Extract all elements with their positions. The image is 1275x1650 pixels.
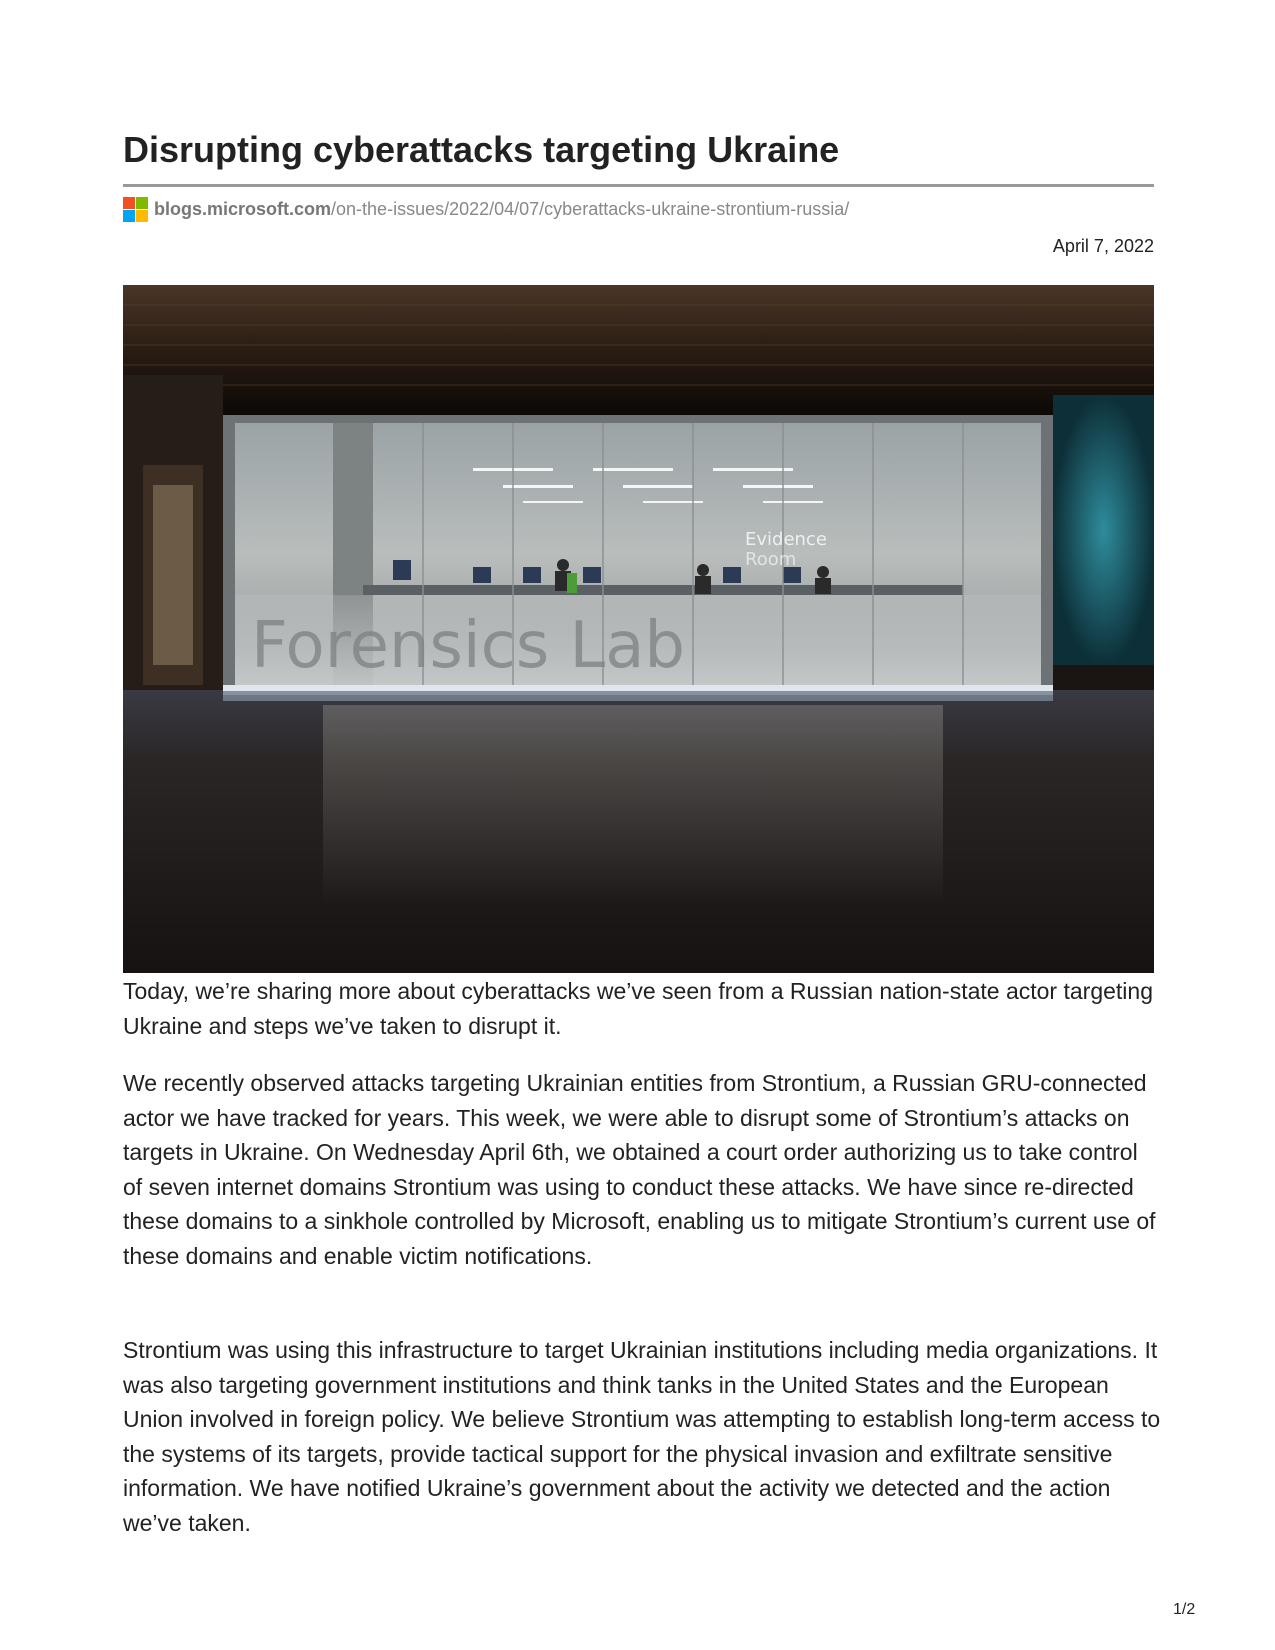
publish-date: April 7, 2022 <box>1052 236 1154 256</box>
paragraph-3: Strontium was using this infrastructure to target Ukrainian institutions including media organizations. It was also targeting government institutions and think tanks in the United States and the European Union involved in foreign policy. We believe Strontium was attempting to establish long-term access to the systems of its targets, provide tactical support for the physical invasion and exfiltrate sensitive information. We have notified Ukraine’s government about the activity we detected and the action we’ve taken. <box>123 1337 1161 1536</box>
paragraph-2: We recently observed attacks targeting Ukrainian entities from Strontium, a Russian GRU-connected actor we have tracked for years. This week, we were able to disrupt some of Strontium’s attacks on targets in Ukraine. On Wednesday April 6th, we obtained a court order authorizing us to take control of seven internet domains Strontium was using to conduct these attacks. We have since re-directed these domains to a sinkhole controlled by Microsoft, enabling us to mitigate Strontium’s current use of these domains and enable victim notifications. <box>123 1070 1156 1269</box>
source-path[interactable]: /on-the-issues/2022/04/07/cyberattacks-ukraine-strontium-russia/ <box>331 198 850 219</box>
glass-text-large: Forensics Lab <box>251 609 686 683</box>
source-domain[interactable]: blogs.microsoft.com <box>154 198 332 219</box>
paragraph-1: Today, we’re sharing more about cyberattacks we’ve seen from a Russian nation-state actor targeting Ukraine and steps we’ve taken to disrupt it. <box>123 978 1153 1039</box>
hero-image-forensics-lab <box>123 285 1154 973</box>
glass-text-small-2: Room <box>745 549 797 570</box>
microsoft-logo-icon <box>123 197 148 222</box>
page-number: 1/2 <box>1173 1601 1196 1618</box>
glass-text-small-1: Evidence <box>745 529 827 550</box>
title-divider <box>123 184 1154 187</box>
article-title: Disrupting cyberattacks targeting Ukraine <box>123 129 840 170</box>
source-link[interactable] <box>123 196 849 222</box>
